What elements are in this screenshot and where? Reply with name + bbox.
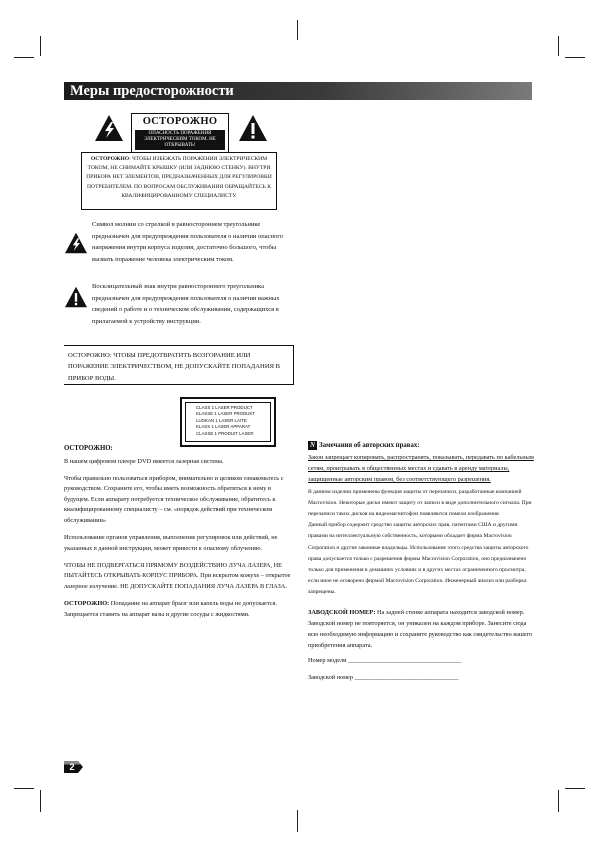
controls-paragraph: Использование органов управления, выполнение регулировок или действий, не указанных в данной инструкции, может привести к опасному облучению.: [64, 534, 278, 552]
liquid-warning-paragraph: [64, 599, 294, 620]
copyright-heading: [308, 441, 536, 451]
macrovision-paragraph: В данном изделии применены функция защиты от перезаписи, разработанные компанией Macrovision. Некоторые диски имеют защиту от записи в виде дополнительного сигнала. При перезаписи таких дисков на видеомагнитофон появляются помехи изображения.: [308, 488, 532, 518]
exclamation-symbol-icon: [64, 286, 88, 308]
crop-mark: [14, 57, 34, 58]
laser-label-line: CLASS 1 LASER PRODUCT: [196, 405, 253, 410]
crop-mark: [297, 810, 298, 832]
laser-caution-heading: ОСТОРОЖНО:: [64, 445, 113, 452]
patent-paragraph: Данный прибор содержит средство защиты авторских прав, патентами США и другими правами на интеллектуальную собственность, которыми обладает фирма Macrovision Corporation и другие законные владельцы. Использование этого средства защиты авторского права допускается только с разрешения фирмы Macrovision Corporation, оно предназначено только для применения в домашних условиях и в других местах ограниченного просмотра, если иное не оговорено фирмой Macrovision Corporation. Инженерный анализ или разборка запрещены.: [308, 522, 529, 596]
serial-number-field: Заводской номер _________________________________: [308, 673, 459, 681]
lightning-warning-icon: [94, 114, 124, 142]
laser-exposure-paragraph: ЧТОБЫ НЕ ПОДВЕРГАТЬСЯ ПРЯМОМУ ВОЗДЕЙСТВИЮ ЛУЧА ЛАЗЕРА, НЕ ПЫТАЙТЕСЬ ОТКРЫВАТЬ КОРПУС ПРИБОРА. При вскрытом кожухе – открытое лазерное излучение. НЕ ДОПУСКАЙТЕ ПОПАДАНИЯ ЛУЧА ЛАЗЕРА В ГЛАЗА.: [64, 561, 291, 591]
crop-mark: [565, 788, 585, 789]
serial-paragraph: [308, 607, 538, 652]
note-icon: N: [309, 441, 316, 449]
laser-label-inner: [185, 402, 271, 442]
exclamation-warning-icon: [238, 114, 268, 142]
warning-label: [131, 113, 229, 153]
crop-mark: [40, 36, 41, 56]
exclamation-symbol-text: Восклицательный знак внутри равностороннего треугольника предназначен для предупреждения пользователя о наличии важных сведений о работе и о техническом обслуживании, содержащихся в прилагаемой к устройству инструкции.: [92, 283, 280, 325]
page-number: 2: [69, 762, 75, 772]
laser-intro-paragraph: В нашем цифровом плеере DVD имеется лазерная система.: [64, 457, 224, 465]
caution-text: : ЧТОБЫ ИЗБЕЖАТЬ ПОРАЖЕНИЯ ЭЛЕКТРИЧЕСКИМ ТОКОМ, НЕ СНИМАЙТЕ КРЫШКУ (ИЛИ ЗАДНЮЮ СТЕНКУ). ВНУТРИ ПРИБОРА НЕТ ЭЛЕМЕНТОВ, ПРЕДНАЗНАЧЕННЫХ ДЛЯ РЕГУЛИРОВКИ ПОТРЕБИТЕЛЕМ. ПО ВОПРОСАМ ОБСЛУЖИВАНИЯ ОБРАЩАЙТЕСЬ К КВАЛИФИЦИРОВАННОМУ СПЕЦИАЛИСТУ.: [86, 156, 272, 199]
laser-label-line: KLASS 1 LASER APPARAT: [196, 424, 251, 430]
caution-box: [81, 152, 277, 210]
crop-mark: [565, 57, 585, 58]
model-number-field: Номер модели ____________________________________: [308, 657, 462, 665]
liquid-warning-lead: ОСТОРОЖНО:: [64, 600, 110, 608]
laser-label-line: CLASSE 1 PRODUIT LASER: [196, 430, 254, 436]
lightning-symbol-text: Символ молнии со стрелкой в равностороннем треугольнике предназначен для предупреждения пользователя о наличии опасного напряжения внутри корпуса изделия, достаточно большого, чтобы вызвать поражение человека электрическим током.: [92, 221, 284, 263]
crop-mark: [558, 790, 559, 812]
crop-mark: [297, 20, 298, 40]
copyright-heading-text: Замечания об авторских правах:: [319, 442, 420, 450]
laser-label-line: KLASSE 1 LASER PRODUKT: [196, 411, 256, 417]
copyright-law-text: Закон запрещает копировать, распространять, показывать, передавать по кабельным сетям, проигрывать в общественных местах и сдавать в аренду материалы, защищенные авторским правом, без соответствующего разрешения.: [308, 454, 534, 484]
liquid-warning-text: Попадание на аппарат брызг или капель воды не допускается. Запрещается ставить на аппарат вазы и другие сосуды с жидкостями.: [64, 600, 277, 618]
lightning-symbol-icon: [64, 232, 88, 254]
serial-lead: ЗАВОДСКОЙ НОМЕР:: [308, 608, 376, 616]
page-title: Меры предосторожности: [70, 83, 234, 99]
crop-mark: [558, 36, 559, 56]
serial-text: На задней стенке аппарата находится заводской номер. Заводской номер не повторяется, он уникален на каждом приборе. Занесите сюда всю необходимую информацию и сохраните руководство как свидетельство вашего приобретения аппарата.: [308, 608, 533, 650]
crop-mark: [14, 788, 34, 789]
fire-warning-box: [64, 345, 294, 385]
manual-paragraph: Чтобы правильно пользоваться прибором, внимательно и целиком ознакомьтесь с руководством. Сохраните его, чтобы иметь возможность обратиться к нему в будущем. Если аппарату потребуется техническое обслуживание, обратитесь к квалифицированному специалисту – см. «порядок действий при техническом обслуживании»: [64, 474, 284, 525]
section-header: [64, 82, 532, 100]
left-column: [64, 444, 294, 627]
warning-subtitle: ОПАСНОСТЬ ПОРАЖЕНИЯ ЭЛЕКТРИЧЕСКИМ ТОКОМ. НЕ ОТКРЫВАТЬ!: [135, 130, 225, 150]
warning-title: ОСТОРОЖНО: [142, 116, 218, 127]
crop-mark: [40, 790, 41, 812]
laser-product-label: [180, 397, 276, 447]
fire-warning-text: ОСТОРОЖНО: ЧТОБЫ ПРЕДОТВРАТИТЬ ВОЗГОРАНИЕ ИЛИ ПОРАЖЕНИЕ ЭЛЕКТРИЧЕСТВОМ, НЕ ДОПУСКАЙТЕ ПОПАДАНИЯ В ПРИБОР ВОДЫ.: [68, 352, 281, 382]
laser-label-line: LUOKAN 1 LASER LAITE: [196, 417, 247, 423]
copyright-body: [308, 452, 538, 683]
caution-lead: ОСТОРОЖНО: [90, 156, 130, 162]
